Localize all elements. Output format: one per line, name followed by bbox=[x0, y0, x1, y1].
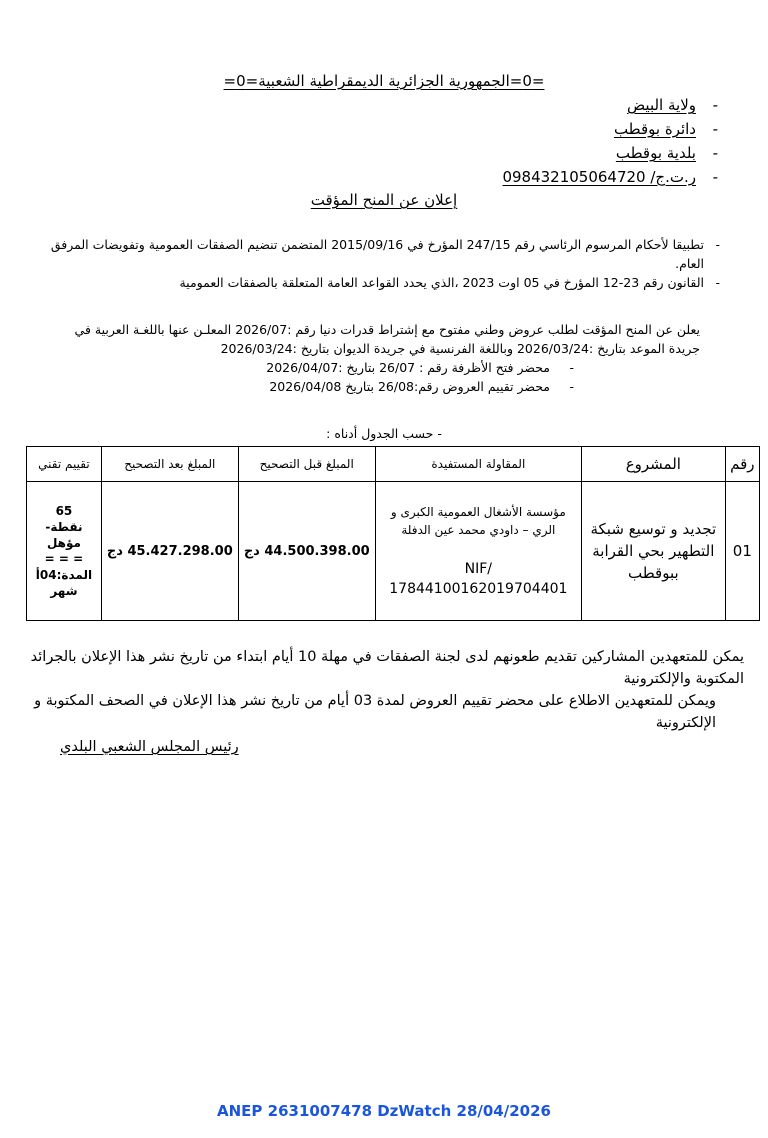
award-table bbox=[26, 446, 760, 621]
announcement-body bbox=[60, 320, 700, 396]
closing-notes bbox=[28, 646, 744, 734]
cell-amount-after: 45.427.298.00 دج bbox=[101, 482, 238, 621]
company-nif: NIF/ 17844100162019704401 bbox=[389, 561, 568, 597]
cell-project: تجديد و توسيع شبكة التطهير بحي القرابة ببوقطب bbox=[581, 482, 725, 621]
cell-number: 01 bbox=[725, 482, 759, 621]
announcement-text: يعلن عن المنح المؤقت لطلب عروض وطني مفتوح مع إشتراط قدرات دنيا رقم :2026/07 المعلـن عنها باللغـة العربية في جريدة الموعد بتاريخ :2026/03/24 وباللغة الفرنسية في جريدة الديوان بتاريخ :2026/03/24 bbox=[74, 322, 700, 356]
table-row bbox=[27, 482, 760, 621]
evaluation-status: مؤهل bbox=[46, 536, 81, 550]
minutes-item: - محضر تقييم العروض رقم:26/08 بتاريخ 2026/04/08 bbox=[60, 377, 700, 396]
evaluation-unit: نقطة- bbox=[45, 520, 83, 534]
header-number: رقم bbox=[725, 447, 759, 482]
minutes-item: - محضر فتح الأظرفة رقم : 26/07 بتاريخ :2026/04/07 bbox=[60, 358, 700, 377]
legal-references bbox=[40, 235, 720, 292]
legal-reference-item: - القانون رقم 23-12 المؤرخ في 05 اوت 2023 ،الذي يحدد القواعد العامة المتعلقة بالصفقات العمومية bbox=[40, 273, 720, 292]
header-evaluation: تقييم تقني bbox=[27, 447, 102, 482]
header-amount-after: المبلغ بعد التصحيح bbox=[101, 447, 238, 482]
publication-footer: ANEP 2631007478 DzWatch 28/04/2026 bbox=[217, 1102, 551, 1120]
table-caption: - حسب الجدول أدناه : bbox=[326, 426, 442, 441]
appeal-note: يمكن للمتعهدين المشاركين تقديم طعونهم لدى لجنة الصفقات في مهلة 10 أيام ابتداء من تاريخ نشر هذا الإعلان بالجرائد المكتوبة والإلكترونية bbox=[30, 649, 744, 687]
cell-company bbox=[375, 482, 581, 621]
header-project: المشروع bbox=[581, 447, 725, 482]
header-amount-before: المبلغ قبل التصحيح bbox=[238, 447, 375, 482]
header-commune: -بلدية بوقطب bbox=[615, 144, 718, 162]
announcement-title: إعلان عن المنح المؤقت bbox=[310, 191, 458, 209]
header-daira: -دائرة بوقطب bbox=[613, 120, 718, 138]
cell-evaluation bbox=[27, 482, 102, 621]
company-name: مؤسسة الأشغال العمومية الكبرى و الري – داودي محمد عين الدفلة bbox=[390, 505, 566, 537]
signature-line: رئيس المجلس الشعبي البلدي bbox=[60, 739, 239, 755]
header-company: المقاولة المستفيدة bbox=[375, 447, 581, 482]
republic-heading: =0=الجمهورية الجزائرية الديمقراطية الشعبية=0= bbox=[223, 72, 545, 90]
header-wilaya: -ولاية البيض bbox=[627, 96, 718, 114]
table-header-row bbox=[27, 447, 760, 482]
evaluation-duration: المدة:04أ bbox=[35, 568, 93, 582]
evaluation-separator: = = = bbox=[44, 552, 84, 566]
evaluation-access-note: ويمكن للمتعهدين الاطلاع على محضر تقييم العروض لمدة 03 أيام من تاريخ نشر هذا الإعلان في الصحف المكتوبة و الإلكترونية bbox=[34, 693, 716, 731]
cell-amount-before: 44.500.398.00 دج bbox=[238, 482, 375, 621]
evaluation-duration-unit: شهر bbox=[50, 584, 78, 598]
legal-reference-item: - تطبيقا لأحكام المرسوم الرئاسي رقم 247/15 المؤرخ في 2015/09/16 المتضمن تنضيم الصفقات العمومية وتفويضات المرفق العام. bbox=[40, 235, 720, 273]
header-tax-id: -ر.ت.ج/ 098432105064720 bbox=[502, 168, 718, 186]
evaluation-score: 65 bbox=[55, 504, 73, 518]
